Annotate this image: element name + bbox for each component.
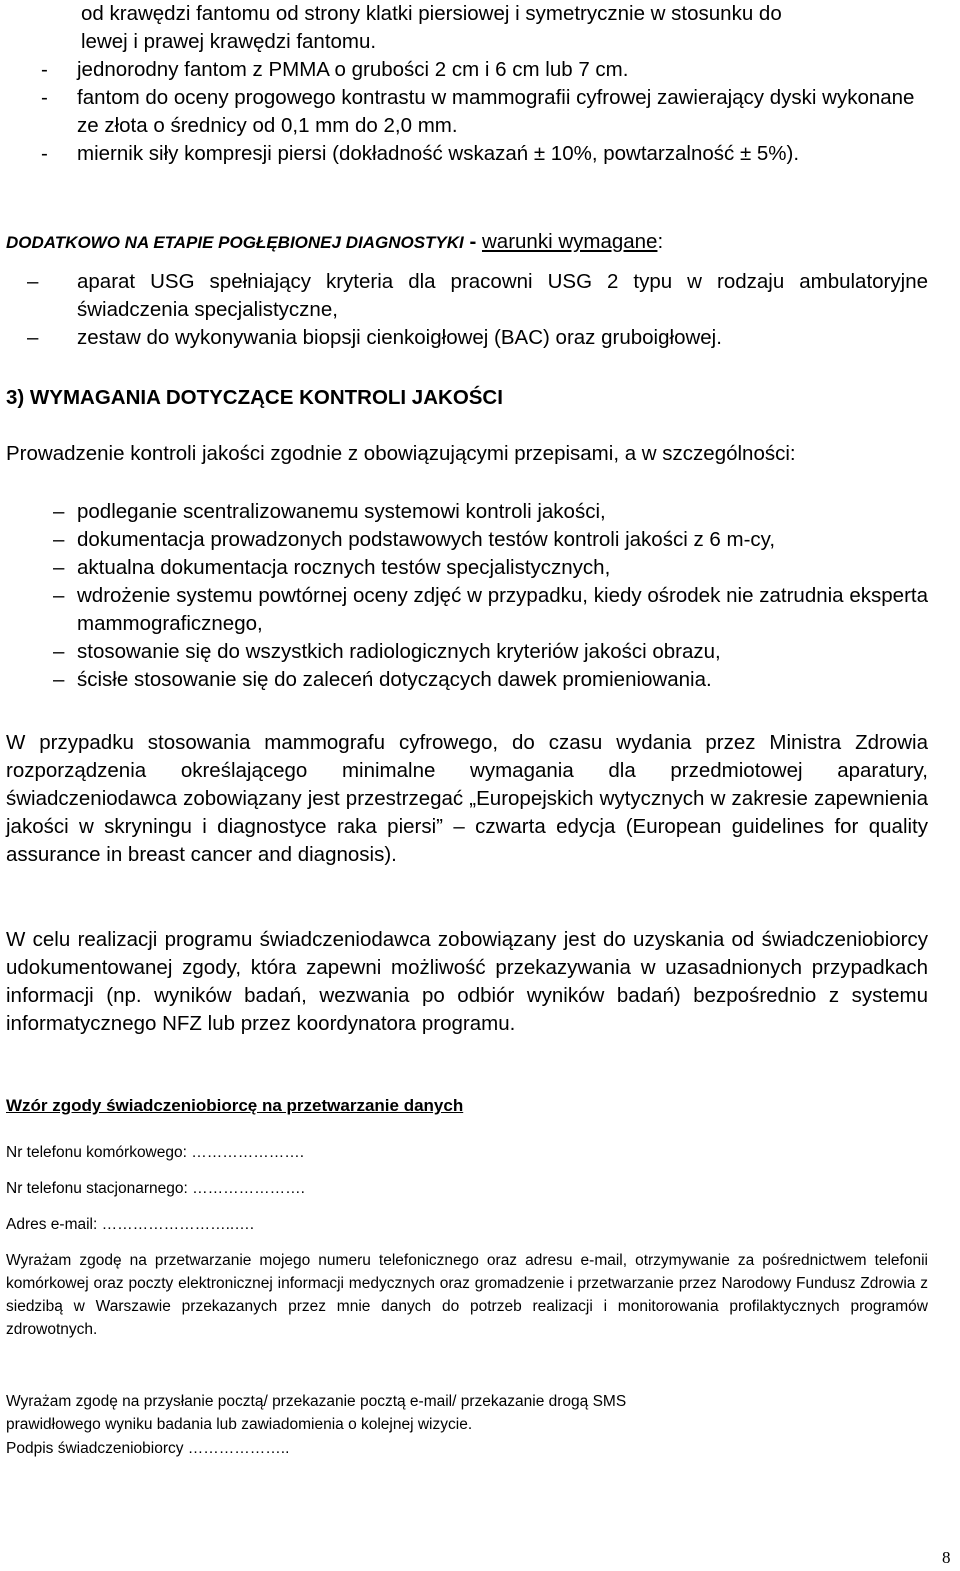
additional-list [6, 268, 928, 352]
list-item-text: podleganie scentralizowanemu systemowi kontroli jakości, [77, 500, 606, 523]
consent-statement-results [6, 1390, 928, 1436]
email-field: Adres e-mail: ……………………..…. [6, 1216, 255, 1233]
list-item [6, 554, 928, 582]
mobile-phone-field: Nr telefonu komórkowego: …………………. [6, 1144, 305, 1161]
signature-line: Podpis świadczeniobiorcy ……………….. [6, 1440, 290, 1457]
list-item-text: aktualna dokumentacja rocznych testów specjalistycznych, [77, 556, 611, 579]
landline-phone-field: Nr telefonu stacjonarnego: …………………. [6, 1180, 305, 1197]
list-item [6, 526, 928, 554]
list-item-text: wdrożenie systemu powtórnej oceny zdjęć w przypadku, kiedy ośrodek nie zatrudnia eksperta mammograficznego, [77, 584, 928, 635]
list-item [6, 268, 928, 324]
consent-statement-data: Wyrażam zgodę na przetwarzanie mojego numeru telefonicznego oraz adresu e-mail, otrzymywanie za pośrednictwem telefonii komórkowej oraz poczty elektronicznej informacji medycznych oraz gromadzenie i przetwarzanie przez Narodowy Fundusz Zdrowia z siedzibą w Warszawie przekazanych przez mnie danych do potrzeb realizacji i monitorowania profilaktycznych programów zdrowotnych. [6, 1252, 928, 1338]
section-intro: Prowadzenie kontroli jakości zgodnie z obowiązującymi przepisami, a w szczególności: [6, 442, 796, 465]
list-item [6, 582, 928, 638]
list-item-text: fantom do oceny progowego kontrastu w mammografii cyfrowej zawierający dyski wykonane ze złota o średnicy od 0,1 mm do 2,0 mm. [77, 86, 915, 137]
list-marker: – [27, 270, 39, 293]
list-item [6, 666, 928, 694]
continuation-text [6, 0, 928, 56]
list-marker: – [53, 556, 65, 579]
list-marker: – [53, 668, 65, 691]
continuation-line: od krawędzi fantomu od strony klatki piersiowej i symetrycznie w stosunku do [81, 2, 782, 25]
list-marker: – [27, 326, 39, 349]
consent-line: Wyrażam zgodę na przysłanie pocztą/ przekazanie pocztą e-mail/ przekazanie drogą SMS [6, 1393, 627, 1410]
section-title: 3) WYMAGANIA DOTYCZĄCE KONTROLI JAKOŚCI [6, 386, 503, 409]
list-item-text: miernik siły kompresji piersi (dokładność wskazań ± 10%, powtarzalność ± 5%). [77, 142, 800, 165]
list-marker: – [53, 500, 65, 523]
list-item-text: jednorodny fantom z PMMA o grubości 2 cm i 6 cm lub 7 cm. [77, 58, 629, 81]
page-number: 8 [942, 1548, 951, 1567]
heading-separator: - [463, 230, 482, 253]
additional-heading-italic: DODATKOWO NA ETAPIE POGŁĘBIONEJ DIAGNOSTYKI [6, 233, 464, 252]
list-marker: – [53, 584, 65, 607]
list-marker: – [53, 640, 65, 663]
list-item [6, 638, 928, 666]
list-item [6, 140, 928, 168]
list-marker: - [41, 142, 48, 165]
list-item [6, 84, 928, 140]
paragraph-consent-requirement: W celu realizacji programu świadczeniodawca zobowiązany jest do uzyskania od świadczeniobiorcy udokumentowanej zgody, która zapewni możliwość przekazywania w uzasadnionych przypadkach informacji (np. wyników badań, wezwania po odbiór wyników badań) bezpośrednio z systemu informatycznego NFZ lub przez koordynatora programu. [6, 928, 928, 1035]
quality-list [6, 498, 928, 694]
list-item [6, 56, 928, 84]
list-marker: – [53, 528, 65, 551]
equipment-list [6, 56, 928, 168]
list-marker: - [41, 86, 48, 109]
consent-form-title: Wzór zgody świadczeniobiorcę na przetwarzanie danych [6, 1096, 464, 1115]
list-item-text: aparat USG spełniający kryteria dla pracowni USG 2 typu w rodzaju ambulatoryjne świadczenia specjalistyczne, [77, 270, 928, 321]
list-item-text: stosowanie się do wszystkich radiologicznych kryteriów jakości obrazu, [77, 640, 721, 663]
heading-colon: : [657, 230, 664, 253]
list-item-text: zestaw do wykonywania biopsji cienkoigłowej (BAC) oraz gruboigłowej. [77, 326, 722, 349]
list-marker: - [41, 58, 48, 81]
list-item-text: dokumentacja prowadzonych podstawowych testów kontroli jakości z 6 m-cy, [77, 528, 776, 551]
list-item [6, 498, 928, 526]
additional-heading [6, 228, 928, 257]
continuation-line: lewej i prawej krawędzi fantomu. [81, 30, 377, 53]
paragraph-guidelines: W przypadku stosowania mammografu cyfrowego, do czasu wydania przez Ministra Zdrowia rozporządzenia określającego minimalne wymagania dla przedmiotowej aparatury, świadczeniodawca zobowiązany jest przestrzegać „Europejskich wytycznych w zakresie zapewnienia jakości w skryningu i diagnostyce raka piersi” – czwarta edycja (European guidelines for quality assurance in breast cancer and diagnosis). [6, 731, 928, 866]
list-item [6, 324, 928, 352]
heading-underlined: warunki wymagane [481, 230, 658, 253]
consent-line: prawidłowego wyniku badania lub zawiadomienia o kolejnej wizycie. [6, 1416, 473, 1433]
list-item-text: ścisłe stosowanie się do zaleceń dotyczących dawek promieniowania. [77, 668, 712, 691]
